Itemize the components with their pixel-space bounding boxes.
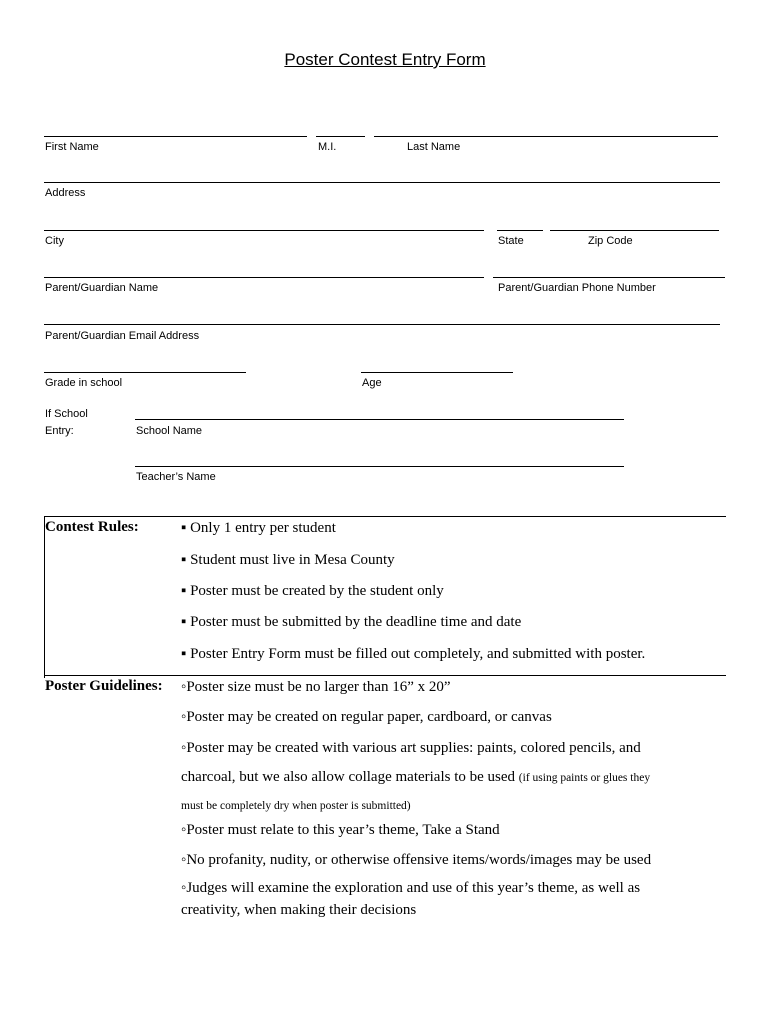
city-field[interactable] [44,230,484,231]
form-title: Poster Contest Entry Form [284,50,486,69]
contest-rules-heading: Contest Rules: [45,519,139,535]
parent-email-label: Parent/Guardian Email Address [45,330,200,342]
age-label: Age [362,377,382,389]
guideline-item: ◦Poster must relate to this year’s theme, Take a Stand [181,822,500,838]
guideline-item: ◦Poster size must be no larger than 16” x 20” [181,679,451,695]
rules-top-rule [44,516,726,517]
age-field[interactable] [361,372,513,373]
teacher-name-field[interactable] [135,466,624,467]
guideline-note-continued: must be completely dry when poster is submitted) [181,800,411,812]
state-field[interactable] [497,230,543,231]
first-name-field[interactable] [44,136,307,137]
entry-label: Entry: [45,425,74,437]
rule-item: ▪ Poster Entry Form must be filled out completely, and submitted with poster. [181,646,646,662]
guideline-item-continued: creativity, when making their decisions [181,902,417,918]
guideline-item: ◦Judges will examine the exploration and use of this year’s theme, as well as [181,880,641,896]
zip-code-label: Zip Code [588,235,633,247]
school-name-field[interactable] [135,419,624,420]
teacher-name-label: Teacher’s Name [136,471,216,483]
middle-initial-label: M.I. [318,141,337,153]
address-field[interactable] [44,182,720,183]
guideline-note: (if using paints or glues they [518,772,651,784]
state-label: State [498,235,524,247]
parent-phone-field[interactable] [493,277,725,278]
guideline-item: ◦Poster may be created with various art supplies: paints, colored pencils, and [181,740,641,756]
poster-guidelines-heading: Poster Guidelines: [45,678,163,694]
rule-item: ▪ Student must live in Mesa County [181,552,395,568]
guideline-item: ◦Poster may be created on regular paper, cardboard, or canvas [181,709,552,725]
grade-label: Grade in school [45,377,123,389]
parent-name-label: Parent/Guardian Name [45,282,159,294]
last-name-label: Last Name [407,141,461,153]
middle-initial-field[interactable] [316,136,365,137]
rules-left-rule [44,516,45,678]
grade-field[interactable] [44,372,246,373]
rule-item: ▪ Poster must be created by the student only [181,583,444,599]
address-label: Address [45,187,86,199]
if-school-label: If School [45,408,88,420]
first-name-label: First Name [45,141,99,153]
parent-name-field[interactable] [44,277,484,278]
parent-phone-label: Parent/Guardian Phone Number [498,282,656,294]
rule-item: ▪ Poster must be submitted by the deadline time and date [181,614,522,630]
guideline-item: ◦No profanity, nudity, or otherwise offensive items/words/images may be used [181,852,652,868]
guideline-text: charcoal, but we also allow collage materials to be used [181,769,516,785]
guidelines-top-rule [44,675,726,676]
parent-email-field[interactable] [44,324,720,325]
guideline-item-continued [181,768,650,787]
school-name-label: School Name [136,425,203,437]
rule-item: ▪ Only 1 entry per student [181,520,336,536]
zip-code-field[interactable] [550,230,719,231]
last-name-field[interactable] [374,136,718,137]
city-label: City [45,235,64,247]
